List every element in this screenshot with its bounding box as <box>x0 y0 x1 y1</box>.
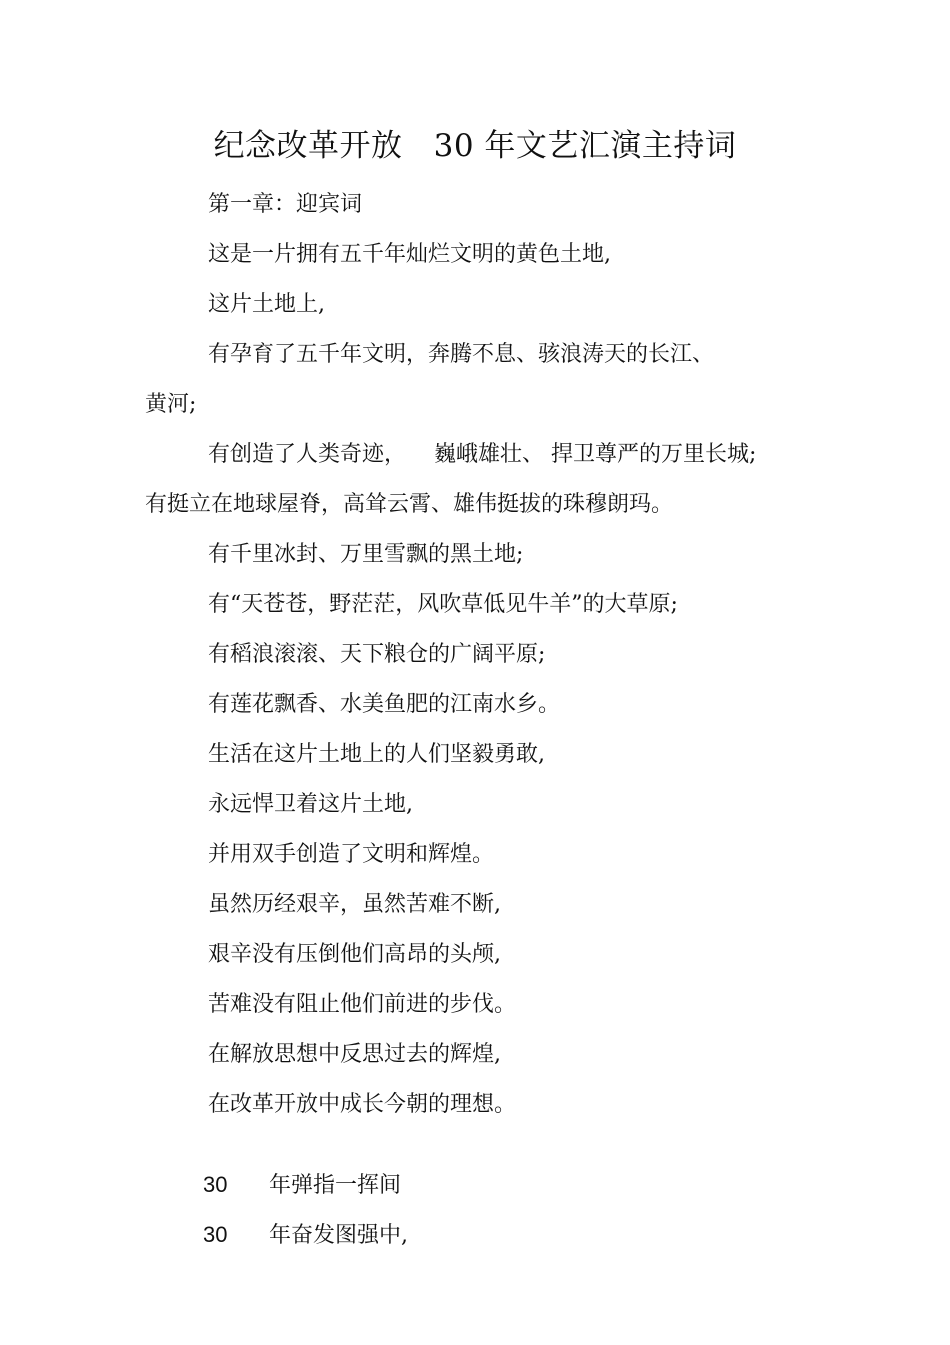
line-text: 年奋发图强中, <box>268 1223 408 1248</box>
text-line: 生活在这片土地上的人们坚毅勇敢, <box>208 742 545 767</box>
text-line: 永远悍卫着这片土地, <box>208 792 413 817</box>
text-line: 苦难没有阻止他们前进的步伐。 <box>208 992 517 1017</box>
text-line: 有千里冰封、万里雪飘的黑土地; <box>208 542 524 567</box>
line-number: 30 <box>202 1172 228 1197</box>
text-line: 并用双手创造了文明和辉煌。 <box>208 842 495 867</box>
text-line: 在改革开放中成长今朝的理想。 <box>208 1092 517 1117</box>
text-line: 艰辛没有压倒他们高昂的头颅, <box>208 942 501 967</box>
text-line: 有“天苍苍，野茫茫，风吹草低见牛羊”的大草原; <box>208 592 678 617</box>
text-line: 有稻浪滚滚、天下粮仓的广阔平原; <box>208 642 546 667</box>
text-line: 这是一片拥有五千年灿烂文明的黄色土地, <box>208 242 611 267</box>
text-line: 有孕育了五千年文明，奔腾不息、骇浪涛天的长江、 <box>208 342 715 367</box>
text-line: 有莲花飘香、水美鱼肥的江南水乡。 <box>208 692 561 717</box>
numbered-line <box>175 1190 408 1281</box>
line-text: 年弹指一挥间 <box>268 1173 401 1198</box>
document-title: 纪念改革开放 30 年文艺汇演主持词 <box>213 128 737 164</box>
line-number: 30 <box>202 1222 228 1247</box>
text-line: 虽然历经艰辛，虽然苦难不断, <box>208 892 501 917</box>
text-line: 这片土地上, <box>208 292 325 317</box>
text-line: 有创造了人类奇迹， 巍峨雄壮、 捍卫尊严的万里长城; <box>208 442 757 467</box>
text-line: 在解放思想中反思过去的辉煌, <box>208 1042 501 1067</box>
text-line: 有挺立在地球屋脊，高耸云霄、雄伟挺拔的珠穆朗玛。 <box>145 492 674 517</box>
chapter-heading: 第一章：迎宾词 <box>208 192 363 217</box>
text-line: 黄河; <box>145 392 197 417</box>
